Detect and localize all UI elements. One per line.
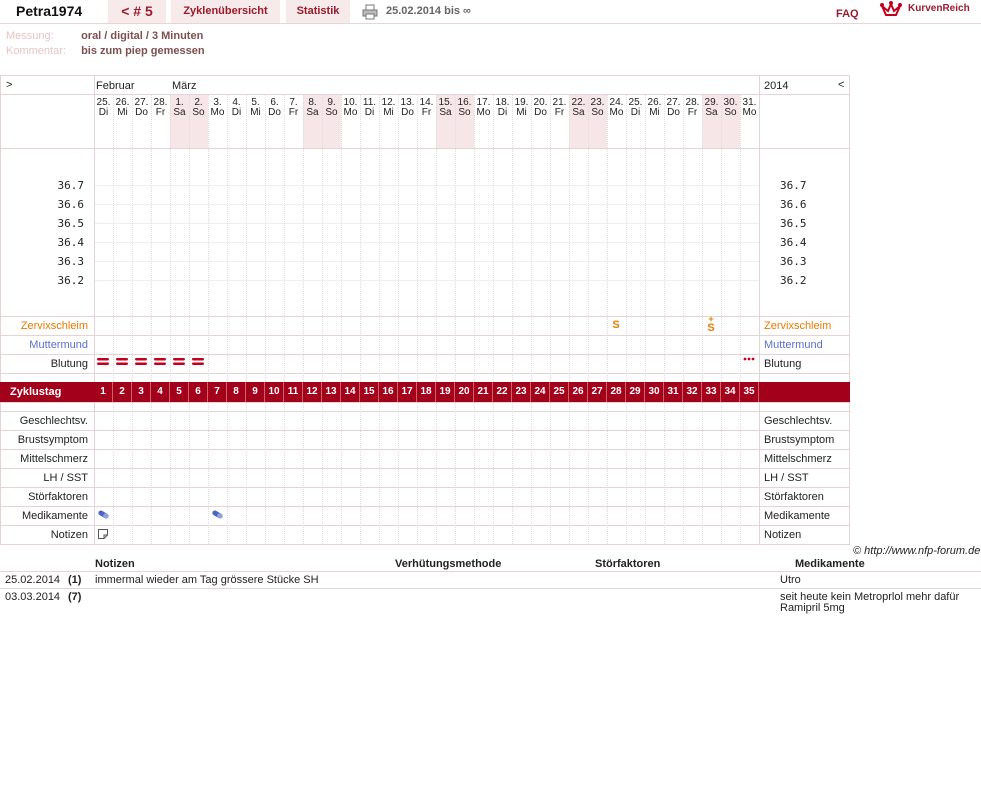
grid-row-line — [0, 430, 850, 431]
cycle-day-number: 22 — [493, 382, 512, 402]
day-date: 29. — [704, 97, 719, 108]
day-header-cell — [417, 98, 436, 118]
temperature-label-right: 36.6 — [780, 198, 807, 211]
grid-column-line — [626, 94, 627, 544]
previous-cycle-arrow[interactable]: > — [6, 79, 13, 91]
grid-column-line — [379, 94, 380, 544]
day-weekday: So — [591, 107, 604, 118]
pill-icon[interactable] — [211, 510, 224, 519]
day-header-cell — [588, 98, 607, 118]
note-icon[interactable] — [98, 529, 108, 539]
day-header-cell — [531, 98, 550, 118]
day-header-cell — [379, 98, 398, 118]
printer-icon[interactable] — [362, 4, 378, 20]
day-date: 5. — [251, 97, 260, 108]
note-row-date: 25.02.2014 — [5, 574, 61, 586]
temperature-label: 36.5 — [57, 217, 84, 230]
grid-column-line — [512, 94, 513, 544]
row-label-medication-right: Medikamente — [764, 510, 831, 522]
day-date: 16. — [457, 97, 472, 108]
grid-column-line — [398, 94, 399, 544]
date-range: 25.02.2014 bis ∞ — [386, 5, 471, 17]
cycle-day-number: 1 — [94, 382, 113, 402]
cycle-day-number: 24 — [531, 382, 550, 402]
day-weekday: Do — [667, 107, 680, 118]
heavy-bleeding-icon — [154, 358, 166, 365]
grid-row-line — [0, 373, 850, 374]
grid-column-line — [189, 94, 190, 544]
day-header-cell — [436, 98, 455, 118]
grid-column-line — [246, 94, 247, 544]
comment-label: Kommentar: — [6, 45, 66, 57]
grid-column-line — [683, 94, 684, 544]
notes-divider — [0, 571, 981, 572]
month-label: Februar — [96, 80, 135, 92]
row-label-midpain: Mittelschmerz — [20, 453, 88, 465]
day-header-cell — [94, 98, 113, 118]
day-weekday: Fr — [554, 107, 565, 118]
kurvenreich-logo[interactable] — [880, 1, 981, 21]
grid-column-line — [436, 94, 437, 544]
day-date: 15. — [438, 97, 453, 108]
grid-column-line — [588, 94, 589, 544]
temperature-label-right: 36.5 — [780, 217, 807, 230]
comment-row — [6, 45, 205, 57]
cycle-day-number: 10 — [265, 382, 284, 402]
temperature-gridline — [94, 242, 759, 243]
cycle-day-number: 34 — [721, 382, 740, 402]
day-weekday: Mi — [516, 107, 527, 118]
heavy-bleeding-icon — [135, 358, 147, 365]
medication-header: Medikamente — [795, 558, 865, 570]
row-label-bleeding: Blutung — [50, 358, 88, 370]
mucus-mark-symbol: S — [612, 319, 620, 331]
day-date: 25. — [628, 97, 643, 108]
day-header-cell — [645, 98, 664, 118]
note-row-medication: seit heute kein Metroprlol mehr dafür Ramipril 5mg — [780, 591, 960, 614]
temperature-label: 36.2 — [57, 274, 84, 287]
row-label-cervix: Zervixschleim — [20, 320, 88, 332]
day-header-cell — [113, 98, 132, 118]
row-label-lh: LH / SST — [43, 472, 88, 484]
grid-border-line — [759, 76, 760, 545]
temperature-gridline — [94, 185, 759, 186]
grid-column-line — [645, 94, 646, 544]
heavy-bleeding-icon — [116, 358, 128, 365]
row-label-midpain-right: Mittelschmerz — [764, 453, 832, 465]
tab-statistics[interactable]: Statistik — [286, 0, 350, 23]
cycle-day-number: 20 — [455, 382, 474, 402]
cycle-day-number: 23 — [512, 382, 531, 402]
grid-column-line — [303, 94, 304, 544]
grid-border-line — [94, 76, 95, 545]
method-header: Verhütungsmethode — [395, 558, 502, 570]
day-date: 28. — [153, 97, 168, 108]
day-date: 21. — [552, 97, 567, 108]
day-header-cell — [721, 98, 740, 118]
temperature-gridline — [94, 204, 759, 205]
cycle-day-number: 31 — [664, 382, 683, 402]
day-date: 22. — [571, 97, 586, 108]
day-weekday: Mo — [343, 107, 358, 118]
cycle-day-number: 7 — [208, 382, 227, 402]
cycle-day-number: 29 — [626, 382, 645, 402]
day-weekday: So — [325, 107, 338, 118]
note-row-day: (1) — [68, 574, 82, 586]
measurement-label: Messung: — [6, 30, 54, 42]
measurement-value: oral / digital / 3 Minuten — [81, 30, 204, 42]
cycle-day-number: 14 — [341, 382, 360, 402]
day-header-cell — [683, 98, 702, 118]
grid-row-line — [0, 449, 850, 450]
cycle-day-number: 21 — [474, 382, 493, 402]
day-header-cell — [702, 98, 721, 118]
cycle-day-number: 35 — [740, 382, 759, 402]
grid-row-line — [0, 468, 850, 469]
day-date: 13. — [400, 97, 415, 108]
day-header-cell — [740, 98, 759, 118]
grid-row-line — [0, 544, 850, 545]
day-header-cell — [265, 98, 284, 118]
day-date: 27. — [134, 97, 149, 108]
row-label-disturbances-right: Störfaktoren — [764, 491, 824, 503]
day-weekday: Fr — [687, 107, 698, 118]
comment-value: bis zum piep gemessen — [81, 45, 205, 57]
day-weekday: Di — [231, 107, 242, 118]
day-weekday: Di — [630, 107, 641, 118]
cycle-day-number: 15 — [360, 382, 379, 402]
grid-column-line — [113, 94, 114, 544]
day-weekday: Mo — [210, 107, 225, 118]
notes-header: Notizen — [95, 558, 135, 570]
day-weekday: Fr — [155, 107, 166, 118]
day-date: 24. — [609, 97, 624, 108]
day-header-cell — [360, 98, 379, 118]
heavy-bleeding-icon — [173, 358, 185, 365]
cycle-selector-tab[interactable]: < # 5 — [108, 0, 166, 23]
note-row-text: immermal wieder am Tag grössere Stücke SH — [95, 574, 319, 586]
day-date: 2. — [194, 97, 203, 108]
day-header-cell — [322, 98, 341, 118]
day-weekday: Mo — [742, 107, 757, 118]
day-weekday: So — [458, 107, 471, 118]
grid-column-line — [417, 94, 418, 544]
day-weekday: Sa — [572, 107, 585, 118]
day-date: 26. — [115, 97, 130, 108]
day-weekday: Mi — [250, 107, 261, 118]
cycle-day-number: 2 — [113, 382, 132, 402]
cycle-day-number: 9 — [246, 382, 265, 402]
day-weekday: So — [192, 107, 205, 118]
notes-divider — [0, 588, 981, 589]
grid-column-line — [132, 94, 133, 544]
cycle-day-number: 3 — [132, 382, 151, 402]
cycle-day-number: 16 — [379, 382, 398, 402]
day-date: 26. — [647, 97, 662, 108]
cycle-day-number: 26 — [569, 382, 588, 402]
day-date: 7. — [289, 97, 298, 108]
row-label-breast-right: Brustsymptom — [764, 434, 835, 446]
grid-column-line — [721, 94, 722, 544]
cycle-day-bar — [0, 382, 850, 402]
day-weekday: Do — [268, 107, 281, 118]
day-weekday: Do — [534, 107, 547, 118]
grid-column-line — [455, 94, 456, 544]
cycle-day-number: 5 — [170, 382, 189, 402]
day-date: 9. — [327, 97, 336, 108]
grid-border-line — [849, 76, 850, 545]
row-label-notes-right: Notizen — [764, 529, 802, 541]
temperature-label: 36.3 — [57, 255, 84, 268]
temperature-label: 36.4 — [57, 236, 84, 249]
measurement-row — [6, 30, 203, 42]
cycle-day-number: 27 — [588, 382, 607, 402]
grid-column-line — [493, 94, 494, 544]
cycle-day-number: 13 — [322, 382, 341, 402]
note-row-date: 03.03.2014 — [5, 591, 61, 603]
day-date: 19. — [514, 97, 529, 108]
day-weekday: Mi — [383, 107, 394, 118]
day-header-cell — [170, 98, 189, 118]
cycle-day-label: Zyklustag — [10, 386, 62, 398]
day-weekday: Do — [135, 107, 148, 118]
grid-column-line — [151, 94, 152, 544]
day-header-cell — [550, 98, 569, 118]
grid-row-line — [0, 354, 850, 355]
grid-row-line — [0, 94, 850, 95]
day-date: 18. — [495, 97, 510, 108]
day-weekday: Mo — [476, 107, 491, 118]
note-row-day: (7) — [68, 591, 82, 603]
day-date: 23. — [590, 97, 605, 108]
grid-row-line — [0, 148, 850, 149]
day-date: 1. — [175, 97, 184, 108]
grid-column-line — [569, 94, 570, 544]
day-date: 17. — [476, 97, 491, 108]
cycle-day-number: 11 — [284, 382, 303, 402]
row-label-sex-right: Geschlechtsv. — [764, 415, 833, 427]
cycle-day-number: 4 — [151, 382, 170, 402]
row-label-breast: Brustsymptom — [17, 434, 88, 446]
day-date: 28. — [685, 97, 700, 108]
temperature-gridline — [94, 261, 759, 262]
grid-column-line — [341, 94, 342, 544]
row-label-cervix-position: Muttermund — [29, 339, 88, 351]
day-header-cell — [341, 98, 360, 118]
day-header-cell — [132, 98, 151, 118]
day-date: 20. — [533, 97, 548, 108]
day-header-cell — [398, 98, 417, 118]
tab-cycle-overview[interactable]: Zyklenübersicht — [171, 0, 280, 23]
day-header-cell — [246, 98, 265, 118]
grid-column-line — [702, 94, 703, 544]
temperature-gridline — [94, 223, 759, 224]
disturbances-header: Störfaktoren — [595, 558, 661, 570]
cycle-day-number: 25 — [550, 382, 569, 402]
temperature-label-right: 36.4 — [780, 236, 807, 249]
logo-text: KurvenReich — [908, 3, 970, 14]
day-date: 11. — [362, 97, 377, 108]
heavy-bleeding-icon — [192, 358, 204, 365]
day-weekday: Sa — [439, 107, 452, 118]
mucus-mark-plus: + — [708, 314, 714, 324]
day-date: 10. — [343, 97, 358, 108]
cervical-mucus-mark — [609, 320, 623, 331]
temperature-label-right: 36.7 — [780, 179, 807, 192]
row-label-cervix-position-right: Muttermund — [764, 339, 823, 351]
day-date: 12. — [381, 97, 396, 108]
row-label-medication: Medikamente — [21, 510, 88, 522]
grid-row-line — [0, 487, 850, 488]
year-label: 2014 — [764, 80, 789, 92]
row-label-cervix-right: Zervixschleim — [764, 320, 832, 332]
day-header-cell — [664, 98, 683, 118]
grid-column-line — [208, 94, 209, 544]
cycle-day-number: 19 — [436, 382, 455, 402]
row-label-notes: Notizen — [50, 529, 88, 541]
day-header-cell — [569, 98, 588, 118]
grid-row-line — [0, 506, 850, 507]
grid-column-line — [322, 94, 323, 544]
day-weekday: Sa — [705, 107, 718, 118]
grid-column-line — [740, 94, 741, 544]
day-weekday: Fr — [421, 107, 432, 118]
next-cycle-arrow[interactable]: < — [838, 79, 845, 91]
grid-row-line — [0, 316, 850, 317]
day-header-cell — [151, 98, 170, 118]
temperature-label-right: 36.2 — [780, 274, 807, 287]
day-date: 25. — [96, 97, 111, 108]
user-name: Petra1974 — [0, 0, 98, 23]
day-header-cell — [189, 98, 208, 118]
cycle-day-number: 32 — [683, 382, 702, 402]
day-date: 3. — [213, 97, 222, 108]
note-row-medication: Utro — [780, 574, 801, 586]
heavy-bleeding-icon — [97, 358, 109, 365]
day-weekday: Mo — [609, 107, 624, 118]
day-date: 30. — [723, 97, 738, 108]
crown-icon — [880, 1, 902, 19]
row-label-disturbances: Störfaktoren — [28, 491, 88, 503]
day-date: 27. — [666, 97, 681, 108]
grid-row-line — [0, 335, 850, 336]
day-header-cell — [474, 98, 493, 118]
day-header-cell — [626, 98, 645, 118]
grid-column-line — [170, 94, 171, 544]
grid-column-line — [531, 94, 532, 544]
cycle-day-number: 30 — [645, 382, 664, 402]
cycle-day-number: 12 — [303, 382, 322, 402]
day-weekday: Di — [497, 107, 508, 118]
day-header-cell — [607, 98, 626, 118]
row-label-lh-right: LH / SST — [764, 472, 809, 484]
grid-row-line — [0, 525, 850, 526]
cycle-day-number: 18 — [417, 382, 436, 402]
day-weekday: Mi — [117, 107, 128, 118]
grid-column-line — [550, 94, 551, 544]
cycle-day-number: 8 — [227, 382, 246, 402]
day-header-cell — [208, 98, 227, 118]
day-header-cell — [512, 98, 531, 118]
day-weekday: Mi — [649, 107, 660, 118]
row-label-sex: Geschlechtsv. — [19, 415, 88, 427]
grid-column-line — [664, 94, 665, 544]
day-date: 4. — [232, 97, 241, 108]
temperature-label: 36.6 — [57, 198, 84, 211]
day-weekday: So — [724, 107, 737, 118]
grid-column-line — [265, 94, 266, 544]
temperature-label: 36.7 — [57, 179, 84, 192]
cycle-day-number: 17 — [398, 382, 417, 402]
grid-column-line — [227, 94, 228, 544]
day-weekday: Do — [401, 107, 414, 118]
day-date: 8. — [308, 97, 317, 108]
faq-link[interactable]: FAQ — [836, 8, 859, 20]
day-date: 14. — [419, 97, 434, 108]
pill-icon[interactable] — [97, 510, 110, 519]
cycle-chart — [0, 75, 850, 545]
row-label-bleeding-right: Blutung — [764, 358, 802, 370]
temperature-gridline — [94, 280, 759, 281]
grid-column-line — [284, 94, 285, 544]
day-date: 6. — [270, 97, 279, 108]
grid-row-line — [0, 411, 850, 412]
day-weekday: Sa — [306, 107, 319, 118]
copyright: © http://www.nfp-forum.de — [853, 545, 981, 557]
day-header-cell — [284, 98, 303, 118]
temperature-label-right: 36.3 — [780, 255, 807, 268]
cycle-day-number: 6 — [189, 382, 208, 402]
day-weekday: Di — [98, 107, 109, 118]
mucus-mark-symbol: S — [707, 322, 715, 334]
day-header-cell — [303, 98, 322, 118]
day-date: 31. — [742, 97, 757, 108]
day-weekday: Fr — [288, 107, 299, 118]
cycle-day-number: 33 — [702, 382, 721, 402]
spotting-icon — [743, 357, 755, 361]
grid-column-line — [607, 94, 608, 544]
day-weekday: Sa — [173, 107, 186, 118]
day-header-cell — [455, 98, 474, 118]
top-navigation — [0, 0, 981, 24]
day-weekday: Di — [364, 107, 375, 118]
grid-row-line — [0, 402, 850, 403]
day-header-cell — [227, 98, 246, 118]
day-header-cell — [493, 98, 512, 118]
cycle-day-number: 28 — [607, 382, 626, 402]
grid-column-line — [360, 94, 361, 544]
cervical-mucus-mark — [704, 316, 718, 334]
grid-column-line — [474, 94, 475, 544]
month-label: März — [172, 80, 197, 92]
